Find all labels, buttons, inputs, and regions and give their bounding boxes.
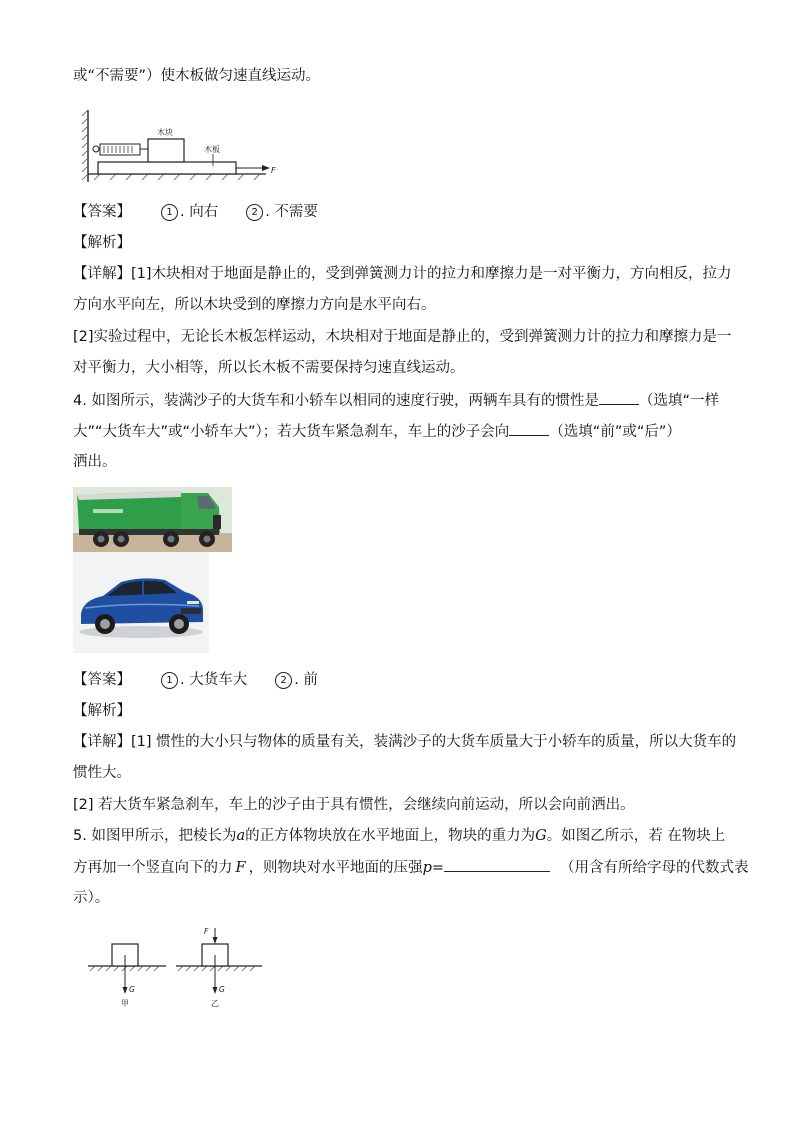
variable-g: G bbox=[535, 828, 547, 844]
question-4-line: 洒出。 bbox=[73, 454, 117, 470]
detail-tag: 【详解】 bbox=[73, 266, 131, 282]
detail-line: 惯性大。 bbox=[73, 765, 131, 781]
q5-text: 方再加一个竖直向下的力 bbox=[73, 860, 233, 876]
answer-blank bbox=[509, 421, 549, 436]
q5-text: = bbox=[431, 860, 445, 876]
analysis-tag: 【解析】 bbox=[73, 703, 131, 719]
force-label: F bbox=[204, 927, 209, 936]
gravity-label: G bbox=[129, 985, 135, 994]
detail-line bbox=[73, 732, 736, 752]
q5-text: 。如图乙所示，若 在物块上 bbox=[546, 828, 726, 844]
q4-text: 大”“大货车大”或“小轿车大”）；若大货车紧急刹车，车上的沙子会向 bbox=[73, 424, 510, 440]
q5-text: 的正方体物块放在水平地面上，物块的重力为 bbox=[245, 828, 536, 844]
detail-line: [2]实验过程中，无论长木板怎样运动，木块相对于地面是静止的，受到弹簧测力计的拉力和摩擦力是一 bbox=[73, 329, 732, 345]
variable-p: p bbox=[422, 860, 432, 876]
variable-f: F bbox=[235, 860, 246, 876]
q4-text: （选填“前”或“后”） bbox=[549, 424, 681, 440]
circled-number: 2 bbox=[246, 204, 263, 221]
answer-1: . 大货车大 bbox=[180, 672, 248, 688]
answer-tag: 【答案】 bbox=[73, 204, 131, 220]
answer-2: . 不需要 bbox=[265, 204, 318, 220]
q3-tail-text: 或“不需要”）使木板做匀速直线运动。 bbox=[73, 68, 321, 84]
circled-number: 1 bbox=[161, 672, 178, 689]
q4-text: 4. 如图所示，装满沙子的大货车和小轿车以相同的速度行驶，两辆车具有的惯性是 bbox=[73, 393, 599, 409]
detail-text: [1] 惯性的大小只与物体的质量有关，装满沙子的大货车质量大于小轿车的质量，所以大货车的 bbox=[131, 734, 737, 750]
detail-line: 方向水平向左，所以木块受到的摩擦力方向是水平向右。 bbox=[73, 297, 436, 313]
answer-blank bbox=[599, 390, 639, 405]
detail-tag: 【详解】 bbox=[73, 734, 131, 750]
question-5-line bbox=[73, 857, 749, 878]
question-5-line: 示）。 bbox=[73, 890, 110, 906]
dump-truck-image bbox=[73, 487, 232, 552]
detail-text: [1]木块相对于地面是静止的，受到弹簧测力计的拉力和摩擦力是一对平衡力，方向相反，拉力 bbox=[131, 266, 732, 282]
block-pressure-figure bbox=[86, 922, 266, 1012]
question-5-line bbox=[73, 826, 725, 846]
q5-text: （用含有所给字母的代数式表 bbox=[560, 860, 749, 876]
circled-number: 1 bbox=[161, 204, 178, 221]
q4-text: （选填“一样 bbox=[638, 393, 719, 409]
question-4-line bbox=[73, 421, 681, 442]
circled-number: 2 bbox=[275, 672, 292, 689]
figure-label-yi: 乙 bbox=[211, 999, 219, 1008]
figure-label-jia: 甲 bbox=[121, 999, 129, 1008]
detail-line: [2] 若大货车紧急刹车，车上的沙子由于具有惯性，会继续向前运动，所以会向前洒出。 bbox=[73, 797, 635, 813]
detail-line: 对平衡力，大小相等，所以长木板不需要保持匀速直线运动。 bbox=[73, 360, 465, 376]
board-label: 木板 bbox=[204, 145, 220, 154]
answer-row bbox=[73, 670, 318, 690]
gravity-label: G bbox=[219, 985, 225, 994]
block-label: 木块 bbox=[157, 128, 173, 137]
answer-1: . 向右 bbox=[180, 204, 219, 220]
detail-line bbox=[73, 264, 732, 284]
q5-text: 5. 如图甲所示，把棱长为 bbox=[73, 828, 237, 844]
q5-text: ，则物块对水平地面的压强 bbox=[248, 860, 423, 876]
question-4-line bbox=[73, 390, 719, 411]
analysis-tag: 【解析】 bbox=[73, 235, 131, 251]
force-label: F bbox=[271, 166, 276, 175]
answer-tag: 【答案】 bbox=[73, 672, 131, 688]
answer-2: . 前 bbox=[294, 672, 318, 688]
sedan-car-image bbox=[73, 552, 209, 653]
answer-blank bbox=[444, 857, 550, 872]
answer-row bbox=[73, 202, 318, 222]
spring-scale-figure bbox=[80, 108, 280, 186]
variable-a: a bbox=[236, 828, 246, 844]
